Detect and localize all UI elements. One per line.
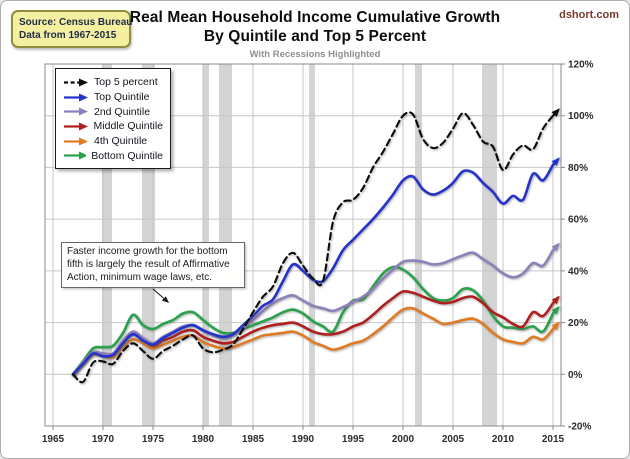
legend-item-bottom-quintile (63, 148, 163, 163)
page-title-line1: Real Mean Household Income Cumulative Growth (129, 9, 501, 26)
x-tick-label: 1990 (291, 434, 315, 445)
series-end-arrow-middle-quintile (553, 297, 559, 303)
legend-arrow-icon (63, 92, 89, 103)
recession-band (482, 64, 497, 426)
y-tick-label: 20% (568, 318, 589, 330)
legend-arrow-icon (63, 106, 89, 117)
source-box-line1: Source: Census Bureau (19, 17, 133, 28)
annotation-line3: Action, minimum wage laws, etc. (67, 271, 213, 283)
source-box (11, 10, 131, 48)
series-end-arrow-2nd-quintile (553, 244, 559, 250)
series-end-arrow-top-5-percent (553, 110, 559, 116)
legend (55, 68, 171, 169)
y-tick-label: 80% (568, 162, 589, 174)
annotation-leader-arrow (153, 289, 168, 302)
x-tick-label: 2000 (391, 434, 415, 445)
x-tick-label: 1970 (91, 434, 115, 445)
series-end-arrow-bottom-quintile (553, 308, 559, 314)
x-tick-label: 1980 (191, 434, 215, 445)
legend-label: Middle Quintile (93, 120, 163, 133)
legend-item-top-5-percent (63, 75, 163, 90)
y-tick-label: 40% (568, 266, 589, 278)
annotation-line1: Faster income growth for the bottom (67, 246, 228, 257)
y-tick-label: 60% (568, 214, 589, 226)
legend-label: Top 5 percent (94, 76, 158, 89)
legend-label: Bottom Quintile (91, 149, 163, 162)
source-box-line2: Data from 1967-2015 (19, 30, 117, 41)
legend-item-top-quintile (63, 90, 163, 105)
x-tick-label: 1995 (341, 434, 365, 445)
y-tick-label: 0% (568, 369, 583, 381)
annotation-line2: fifth is largely the result of Affirmative (67, 258, 230, 270)
site-watermark: dshort.com (559, 9, 619, 21)
x-tick-label: 2015 (541, 434, 565, 445)
annotation-box (61, 242, 245, 288)
x-tick-label: 1965 (41, 434, 65, 445)
y-tick-label: 100% (568, 111, 594, 123)
x-tick-label: 1975 (141, 434, 165, 445)
legend-item-middle-quintile (63, 119, 163, 134)
x-tick-label: 1985 (241, 434, 265, 445)
legend-item-2nd-quintile (63, 104, 163, 119)
legend-arrow-icon (63, 77, 89, 88)
legend-arrow-icon (63, 136, 89, 147)
legend-label: 2nd Quintile (94, 105, 151, 118)
page-title-line2: By Quintile and Top 5 Percent (203, 28, 427, 45)
recession-band (309, 64, 315, 426)
legend-arrow-icon (63, 150, 86, 161)
x-tick-label: 2005 (441, 434, 465, 445)
recession-band (415, 64, 422, 426)
legend-label: Top Quintile (94, 91, 150, 104)
series-end-arrow-4th-quintile (553, 323, 559, 329)
series-end-arrow-top-quintile (553, 159, 559, 165)
legend-arrow-icon (63, 121, 89, 132)
x-tick-label: 2010 (491, 434, 515, 445)
legend-label: 4th Quintile (94, 135, 148, 148)
chart-subtitle: With Recessions Highlighted (249, 49, 381, 60)
y-tick-label: -20% (568, 421, 592, 433)
legend-item-4th-quintile (63, 134, 163, 149)
y-tick-label: 120% (568, 59, 594, 71)
